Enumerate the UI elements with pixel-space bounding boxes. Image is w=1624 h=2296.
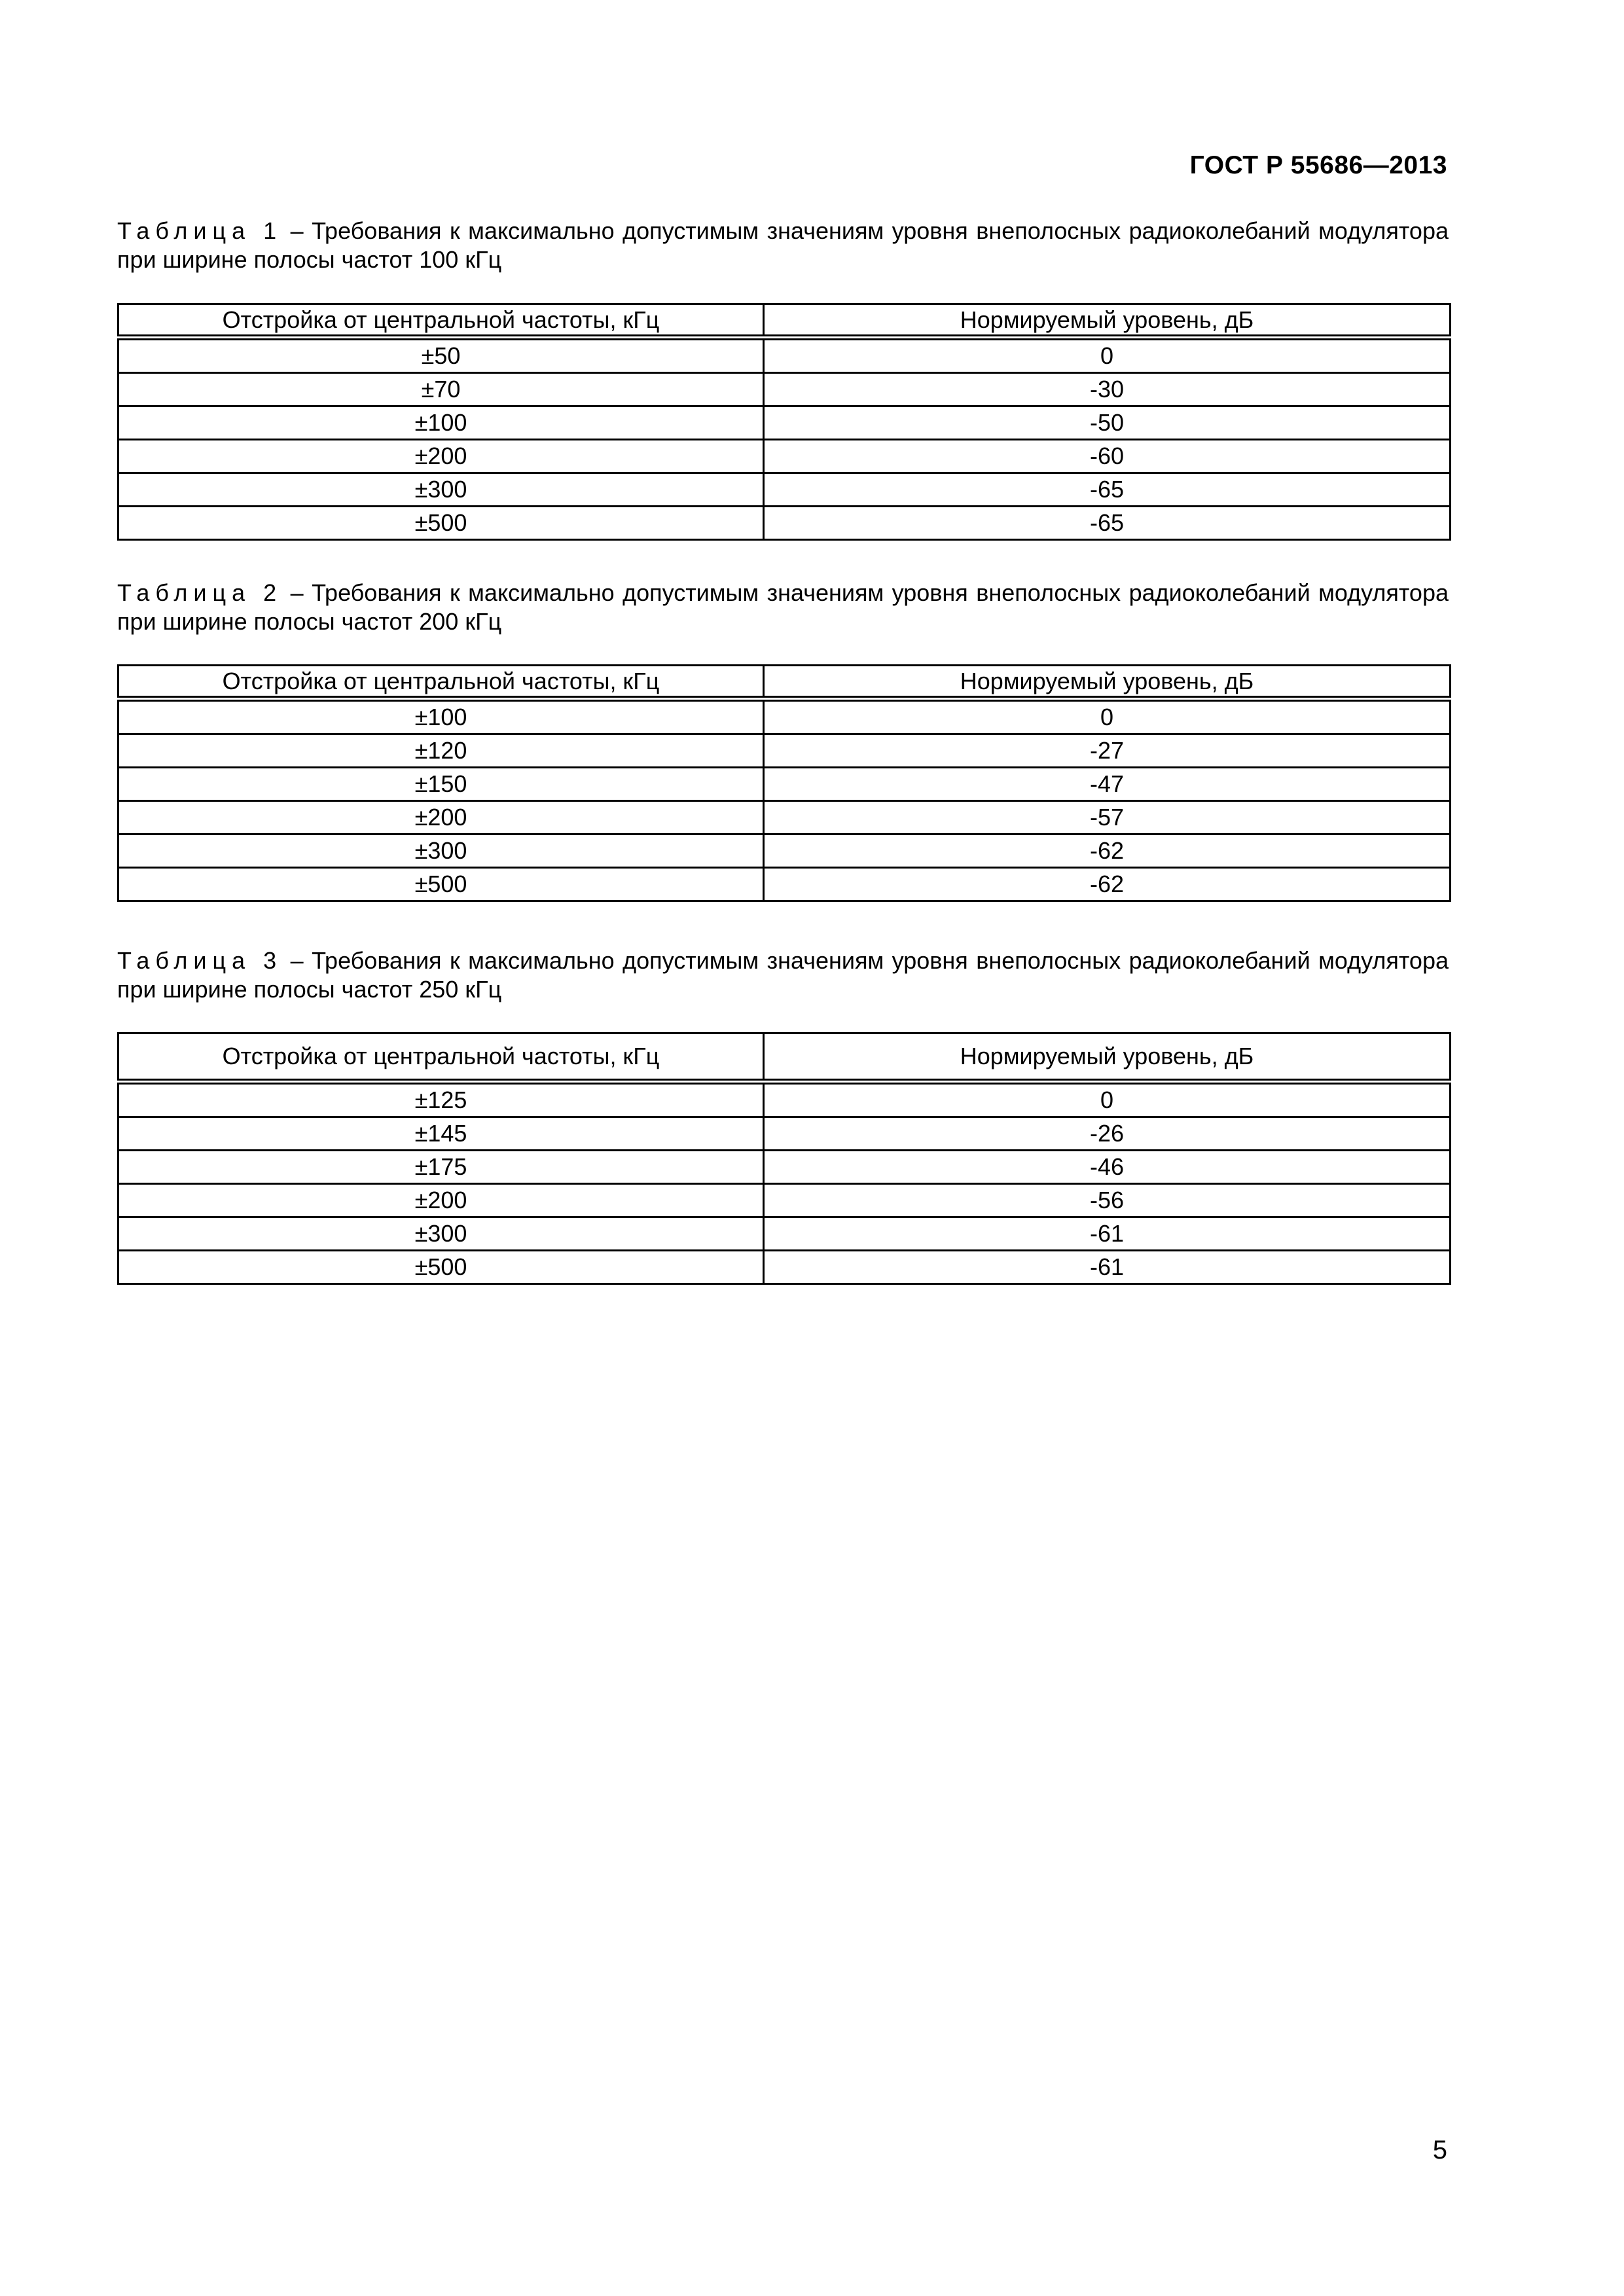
table-1 — [117, 303, 1451, 541]
table-3-caption — [117, 946, 1449, 1004]
offset-cell: ±145 — [118, 1117, 764, 1151]
level-cell: -65 — [764, 507, 1451, 540]
offset-cell: ±300 — [118, 1217, 764, 1251]
column-header-offset: Отстройка от центральной частоты, кГц — [118, 1033, 764, 1082]
table-row — [118, 1251, 1451, 1284]
table-row — [118, 440, 1451, 473]
level-cell: -62 — [764, 834, 1451, 868]
table-row — [118, 406, 1451, 440]
level-cell: -61 — [764, 1251, 1451, 1284]
offset-cell: ±125 — [118, 1082, 764, 1117]
table-header-row — [118, 1033, 1451, 1082]
offset-cell: ±175 — [118, 1151, 764, 1184]
level-cell: -26 — [764, 1117, 1451, 1151]
table-2-caption — [117, 579, 1449, 636]
table-1-caption-text: – Требования к максимально допустимым значениям уровня внеполосных радиоколебаний модулятора при ширине полосы частот 100 кГц — [117, 217, 1449, 273]
table-3 — [117, 1032, 1451, 1285]
table-row — [118, 338, 1451, 373]
table-row — [118, 373, 1451, 406]
level-cell: -60 — [764, 440, 1451, 473]
offset-cell: ±150 — [118, 768, 764, 801]
table-row — [118, 1217, 1451, 1251]
table-header-row — [118, 304, 1451, 338]
table-row — [118, 699, 1451, 734]
level-cell: -61 — [764, 1217, 1451, 1251]
table-row — [118, 734, 1451, 768]
table-2-caption-lead: Таблица 2 — [117, 579, 283, 606]
table-row — [118, 473, 1451, 507]
offset-cell: ±100 — [118, 406, 764, 440]
page-number: 5 — [1432, 2136, 1447, 2164]
level-cell: -46 — [764, 1151, 1451, 1184]
offset-cell: ±300 — [118, 834, 764, 868]
table-row — [118, 1184, 1451, 1217]
level-cell: 0 — [764, 1082, 1451, 1117]
table-row — [118, 507, 1451, 540]
offset-cell: ±500 — [118, 868, 764, 901]
level-cell: -30 — [764, 373, 1451, 406]
level-cell: -47 — [764, 768, 1451, 801]
table-3-caption-text: – Требования к максимально допустимым значениям уровня внеполосных радиоколебаний модулятора при ширине полосы частот 250 кГц — [117, 947, 1449, 1003]
table-row — [118, 834, 1451, 868]
table-row — [118, 768, 1451, 801]
table-2-caption-text: – Требования к максимально допустимым значениям уровня внеполосных радиоколебаний модулятора при ширине полосы частот 200 кГц — [117, 579, 1449, 635]
offset-cell: ±200 — [118, 801, 764, 834]
offset-cell: ±200 — [118, 1184, 764, 1217]
level-cell: -50 — [764, 406, 1451, 440]
table-2 — [117, 664, 1451, 902]
offset-cell: ±120 — [118, 734, 764, 768]
table-header-row — [118, 666, 1451, 699]
level-cell: 0 — [764, 338, 1451, 373]
column-header-level: Нормируемый уровень, дБ — [764, 1033, 1451, 1082]
offset-cell: ±200 — [118, 440, 764, 473]
level-cell: 0 — [764, 699, 1451, 734]
table-1-caption — [117, 217, 1449, 274]
level-cell: -57 — [764, 801, 1451, 834]
column-header-offset: Отстройка от центральной частоты, кГц — [118, 304, 764, 338]
level-cell: -62 — [764, 868, 1451, 901]
level-cell: -56 — [764, 1184, 1451, 1217]
table-row — [118, 1151, 1451, 1184]
offset-cell: ±300 — [118, 473, 764, 507]
offset-cell: ±50 — [118, 338, 764, 373]
column-header-offset: Отстройка от центральной частоты, кГц — [118, 666, 764, 699]
table-3-caption-lead: Таблица 3 — [117, 947, 283, 974]
table-row — [118, 1117, 1451, 1151]
column-header-level: Нормируемый уровень, дБ — [764, 666, 1451, 699]
standard-designation: ГОСТ Р 55686—2013 — [1189, 151, 1447, 179]
table-1-caption-lead: Таблица 1 — [117, 217, 283, 244]
offset-cell: ±500 — [118, 1251, 764, 1284]
level-cell: -65 — [764, 473, 1451, 507]
offset-cell: ±70 — [118, 373, 764, 406]
offset-cell: ±500 — [118, 507, 764, 540]
offset-cell: ±100 — [118, 699, 764, 734]
table-row — [118, 801, 1451, 834]
table-row — [118, 868, 1451, 901]
column-header-level: Нормируемый уровень, дБ — [764, 304, 1451, 338]
table-row — [118, 1082, 1451, 1117]
level-cell: -27 — [764, 734, 1451, 768]
